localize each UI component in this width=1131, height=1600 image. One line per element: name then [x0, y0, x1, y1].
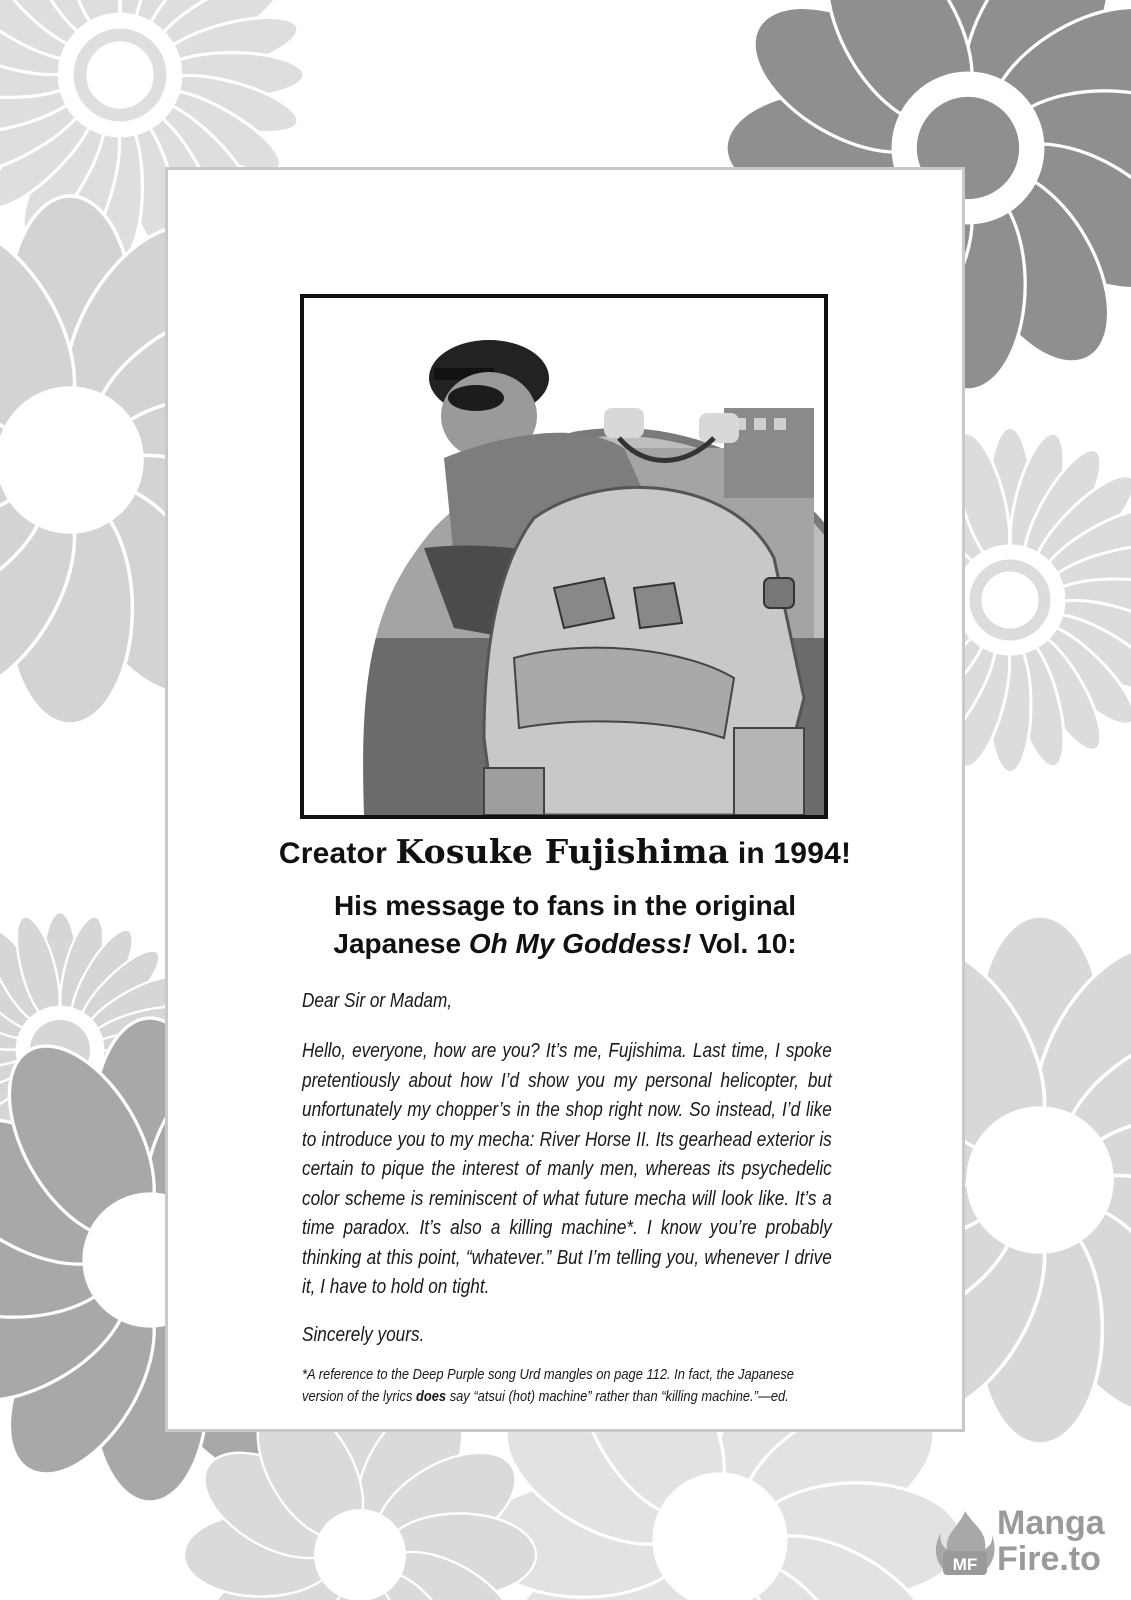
footnote: *A reference to the Deep Purple song Urd mangles on page 112. In fact, the Japanese version of the lyrics does say “atsui (hot) machine” rather than “killing machine.”—ed.: [302, 1366, 794, 1405]
heading-message-line2: Japanese Oh My Goddess! Vol. 10:: [333, 928, 797, 959]
heading-message-line1: His message to fans in the original: [333, 890, 797, 921]
letter-salutation: Dear Sir or Madam,: [302, 990, 453, 1012]
book-title: Oh My Goddess!: [468, 928, 692, 959]
footnote-emphasis: does: [415, 1388, 447, 1405]
creator-name: Kosuke Fujishima: [395, 832, 730, 871]
heading-creator: Creator Kosuke Fujishima in 1994!: [278, 832, 852, 871]
mangafire-watermark[interactable]: [935, 1505, 1115, 1585]
letter-closing: Sincerely yours.: [302, 1324, 425, 1346]
creator-photo: [300, 294, 828, 819]
flame-logo-icon: [935, 1509, 995, 1579]
watermark-text: Manga Fire.to: [997, 1504, 1105, 1578]
svg-text:MF: MF: [952, 1555, 978, 1574]
heading-message: [250, 887, 880, 963]
letter-body: Hello, everyone, how are you? It’s me, Fujishima. Last time, I spoke pretentiously about how I’d show you my personal helicopter, but unfortunately my chopper’s in the shop right now. So instead, I’d like to introduce you to my mecha: River Horse II. Its gearhead exterior is certain to pique the interest of manly men, whereas its psychedelic color scheme is reminiscent of what future mecha will look like. It’s a time paradox. It’s also a killing machine*. I know you’re probably thinking at this point, “whatever.” But I’m telling you, whenever I drive it, I have to hold on tight.: [302, 1040, 832, 1298]
photo-illustration: [304, 298, 824, 815]
